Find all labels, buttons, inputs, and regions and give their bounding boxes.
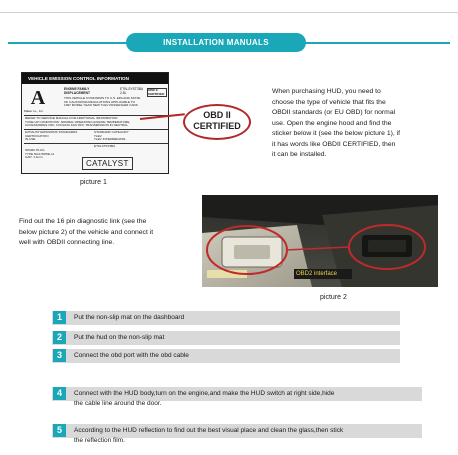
- obd2-interface-tag: OBD2 interface: [296, 271, 338, 277]
- obd2-port-photo: [202, 195, 438, 287]
- paragraph-purchase: When purchasing HUD, you need to choose the type of vehicle that fits the OBDII standards (or EU OBD) for normal use. Open the engine hood and find the sticker below it (see the below picture 1), if it has words like OBDII CERTIFIED, then it can be installed.: [272, 88, 401, 158]
- step-2-number: 2: [53, 331, 66, 344]
- label-standard-category: STANDARD CATEGORY TLEV TLEV INTERMEDIATE: [94, 130, 129, 141]
- catalyst-code: ETKL3TST3BA: [94, 144, 116, 148]
- engine-family-values: ETKLSYST3BA 2.8L: [120, 87, 144, 95]
- paragraph-diagnostic-link: Find out the 16 pin diagnostic link (see the below picture 2) of the vehicle and connect it well with OBDII connecting line.: [19, 218, 154, 246]
- label-conform-text: THIS VEHICLE CONFORMS TO U.S. EPA AND STATE OF CALIFORNIA REGULATIONS APPLICABLE TO 1997 MODEL YEAR NEW TLEV PASSENGER CARS: [64, 96, 141, 107]
- emission-control-label: [21, 72, 169, 174]
- catalyst-label: CATALYST: [82, 157, 133, 170]
- step-2-text: Put the hud on the non-slip mat: [74, 334, 165, 341]
- step-4-text: Connect with the HUD body,turn on the engine,and make the HUD switch at right side,hide the cable line around the door.: [74, 390, 335, 407]
- brand-letter: A: [30, 87, 46, 109]
- label-title: VEHICLE EMISSION CONTROL INFORMATION: [22, 73, 168, 84]
- section-title: INSTALLATION MANUALS: [126, 33, 306, 52]
- label-certified-small: OBD II CERTIFIED: [147, 88, 167, 97]
- step-1-number: 1: [53, 311, 66, 324]
- step-5-text: According to the HUD reflection to find out the best visual place and clean the glass,then stick the reflection film.: [74, 427, 344, 444]
- step-4-number: 4: [53, 387, 66, 400]
- step-5-number: 5: [53, 424, 66, 437]
- brand-name: Maker co., Inc.: [24, 109, 44, 113]
- step-1-text: Put the non-slip mat on the dashboard: [74, 314, 185, 321]
- picture-2-caption: picture 2: [320, 294, 347, 301]
- label-exhaust-standards: EXHAUST EMISSIONS STANDARDS CERTIFICATION IN-USE: [25, 130, 78, 141]
- step-3-number: 3: [53, 349, 66, 362]
- engine-family-labels: ENGINE FAMILY DISPLACEMENT: [64, 87, 91, 95]
- picture-1-caption: picture 1: [80, 179, 107, 186]
- label-service-text: REFER TO SERVICE MANUAL FOR ADDITIONAL INFORMATION TUNE-UP CONDITIONS: NORMAL OPERATING ENGINE TEMPERATURE, ACCESSORIES OFF, COOLING FAN OFF, TRANSMISSION IN NEUTRAL: [25, 116, 131, 127]
- obd-certified-callout: OBD II CERTIFIED: [193, 110, 241, 131]
- label-spark-plug: SPARK PLUG TYPE NGK BPRE-11 GAP: 1.1mm: [25, 148, 55, 159]
- top-divider: [0, 12, 458, 13]
- step-3-text: Connect the obd port with the obd cable: [74, 352, 189, 359]
